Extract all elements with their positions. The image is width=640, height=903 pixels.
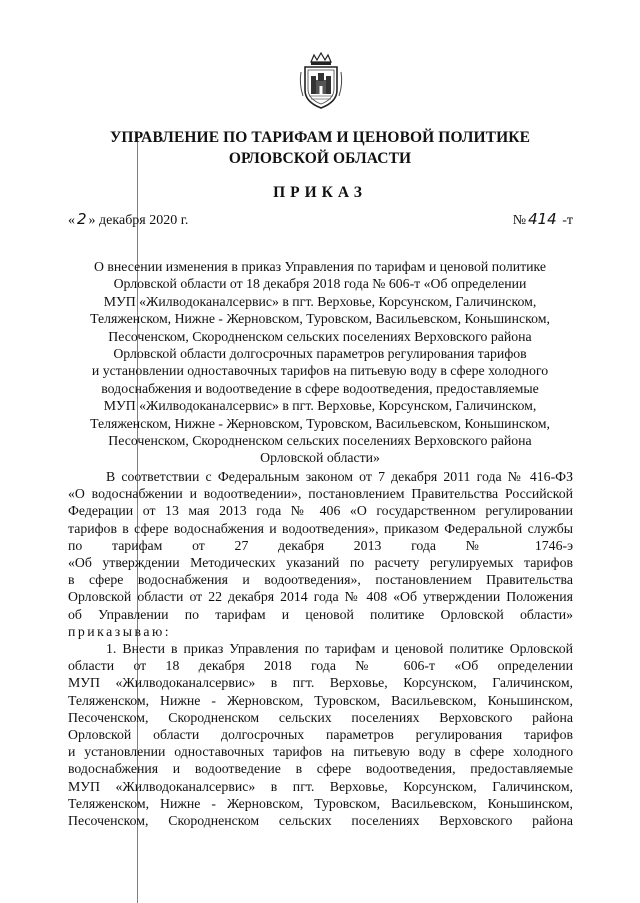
coat-of-arms-icon [297,52,345,110]
date-day-handwritten: 2 [77,210,87,228]
title-line: МУП «Жилводоканалсервис» в пгт. Верховье, Корсунском, Галичинском, [103,293,537,309]
date-open-quote: « [68,213,75,228]
body-line: Орловской области от 22 декабря 2014 года № 408 «Об утверждении Положения [68,589,573,605]
order-body [68,468,573,829]
title-line: МУП «Жилводоканалсервис» в пгт. Верховье, Корсунском, Галичинском, [103,398,537,414]
body-line: МУП «Жилводоканалсервис» в пгт. Верховье, Корсунском, Галичинском, [68,778,573,794]
body-line: «О водоснабжении и водоотведении», постановлением Правительства Российской [68,486,573,502]
body-line: «Об утверждении Методических указаний по расчету регулируемых тарифов [68,555,573,571]
body-line: Орловской области долгосрочных параметров регулирования тарифов [68,727,573,743]
body-line: Теляженском, Нижне - Жерновском, Туровском, Васильевском, Коньшинском, [68,692,573,708]
title-line: Песоченском, Скородненском сельских поселениях Верховского района [108,328,532,344]
number-suffix: -т [558,213,573,228]
body-line: области от 18 декабря 2018 года № 606-т «Об определении [68,658,573,674]
body-line: об Управлении по тарифам и ценовой политике Орловской области» [68,606,573,622]
document-number [513,209,573,231]
title-line: Теляженском, Нижне - Жерновском, Туровском, Васильевском, Коньшинском, [90,415,550,431]
body-line: Песоченском, Скородненском сельских поселениях Верховского района [68,709,573,725]
title-line: Песоченском, Скородненском сельских поселениях Верховского района [108,433,532,449]
body-line: В соответствии с Федеральным законом от 7 декабря 2011 года № 416-ФЗ [106,469,573,484]
title-line: О внесении изменения в приказ Управления по тарифам и ценовой политике [94,259,546,274]
org-name-line-2: ОРЛОВСКОЙ ОБЛАСТИ [228,150,412,167]
body-line: Песоченском, Скородненском сельских поселениях Верховского района [68,813,573,829]
number-handwritten: 414 [528,210,557,228]
org-name-line-1: УПРАВЛЕНИЕ ПО ТАРИФАМ И ЦЕНОВОЙ ПОЛИТИКЕ [109,129,531,146]
title-line: Орловской области» [260,450,380,466]
body-line-order-word: приказываю: [68,623,172,639]
title-line: Орловской области от 18 декабря 2018 года № 606-т «Об определении [113,276,527,292]
order-title [60,258,580,467]
body-line: в сфере водоснабжения и водоотведения», постановлением Правительства [68,572,573,588]
body-line: Федерации от 13 мая 2013 года № 406 «О государственном регулировании [68,503,573,519]
body-line: 1. Внести в приказ Управления по тарифам и ценовой политике Орловской [106,641,573,657]
title-line: Теляженском, Нижне - Жерновском, Туровском, Васильевском, Коньшинском, [90,311,550,327]
number-prefix: № [512,213,527,228]
body-line: и установлении одноставочных тарифов на питьевую воду в сфере холодного [68,744,573,760]
title-line: Орловской области долгосрочных параметров регулирования тарифов [113,346,527,362]
document-type: ПРИКАЗ [273,184,367,201]
document-date [68,209,188,231]
date-rest: » декабря 2020 г. [88,213,189,228]
title-line: и установлении одноставочных тарифов на питьевую воду в сфере холодного [91,363,549,379]
title-line: водоснабжения и водоотведение в сфере водоотведения, предоставляемые [101,380,539,396]
body-line: тарифов в сфере водоснабжения и водоотведения», приказом Федеральной службы [68,520,573,536]
body-line: по тарифам от 27 декабря 2013 года № 1746-э [68,537,573,553]
body-line: Теляженском, Нижне - Жерновском, Туровском, Васильевском, Коньшинском, [68,795,573,811]
body-line: МУП «Жилводоканалсервис» в пгт. Верховье, Корсунском, Галичинском, [68,675,573,691]
body-line: водоснабжения и водоотведение в сфере водоотведения, предоставляемые [68,761,573,777]
